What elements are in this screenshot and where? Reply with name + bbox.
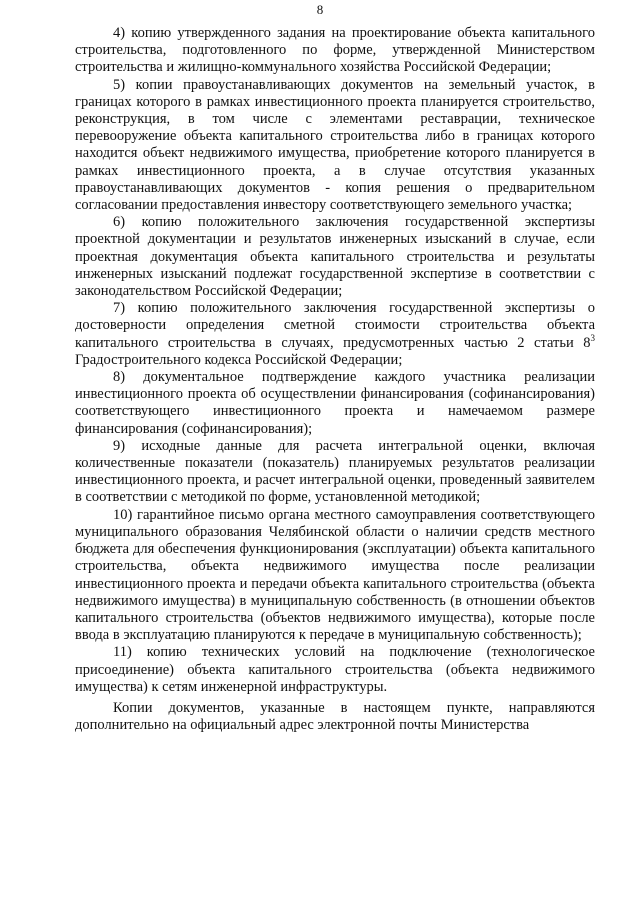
document-body — [75, 25, 595, 734]
article-superscript: 3 — [590, 332, 595, 343]
paragraph-copies-note: Копии документов, указанные в настоящем пункте, направляются дополнительно на официальный адрес электронной почты Министерства — [75, 699, 595, 734]
paragraph-item-9: 9) исходные данные для расчета интегральной оценки, включая количественные показатели (показатель) планируемых результатов реализации инвестиционного проекта, и расчет интегральной оценки, проведенный заявителем в соответствии с методикой по форме, установленной методикой; — [75, 437, 595, 506]
page-number: 8 — [316, 2, 324, 17]
paragraph-item-7-tail: Градостроительного кодекса Российской Федерации; — [75, 351, 403, 368]
paragraph-item-4: 4) копию утвержденного задания на проектирование объекта капитального строительства, подготовленного по форме, утвержденной Министерством строительства и жилищно-коммунального хозяйства Российской Федерации; — [75, 25, 595, 76]
paragraph-item-11: 11) копию технических условий на подключение (технологическое присоединение) объекта капитального строительства (объекта недвижимого имущества) к сетям инженерной инфраструктуры. — [75, 644, 595, 695]
paragraph-item-6: 6) копию положительного заключения государственной экспертизы проектной документации и результатов инженерных изысканий в случае, если проектная документация объекта капитального строительства и результаты инженерных изысканий подлежат государственной экспертизе в соответствии с законодательством Российской Федерации; — [75, 214, 595, 300]
paragraph-item-5: 5) копии правоустанавливающих документов на земельный участок, в границах которого в рамках инвестиционного проекта планируется строительство, реконструкция, в том числе с элементами реставрации, техническое перевооружение объекта капитального строительства либо в границах которого находится объект недвижимого имущества, приобретение которого планируется в рамках инвестиционного проекта, а в случае отсутствия указанных правоустанавливающих документов - копия решения о предварительном согласовании предоставления инвестору соответствующего земельного участка; — [75, 76, 595, 214]
paragraph-item-7-text: 7) копию положительного заключения государственной экспертизы о достоверности определения сметной стоимости строительства объекта капитального строительства в случаях, предусмотренных частью 2 статьи 8 — [75, 300, 595, 351]
paragraph-item-10: 10) гарантийное письмо органа местного самоуправления соответствующего муниципального образования Челябинской области о наличии средств местного бюджета для обеспечения функционирования (эксплуатации) объекта капитального строительства, объекта недвижимого имущества после реализации инвестиционного проекта и передачи объекта капитального строительства (объекта недвижимого имущества) в муниципальную собственность (в отношении объектов капитального строительства (объектов недвижимого имущества), которые после ввода в эксплуатацию планируются к передаче в муниципальную собственность); — [75, 506, 595, 644]
paragraph-item-7 — [75, 300, 595, 369]
paragraph-item-8: 8) документальное подтверждение каждого участника реализации инвестиционного проекта об осуществлении финансирования (софинансирования) соответствующего инвестиционного проекта и намечаемом размере финансирования (софинансирования); — [75, 369, 595, 437]
